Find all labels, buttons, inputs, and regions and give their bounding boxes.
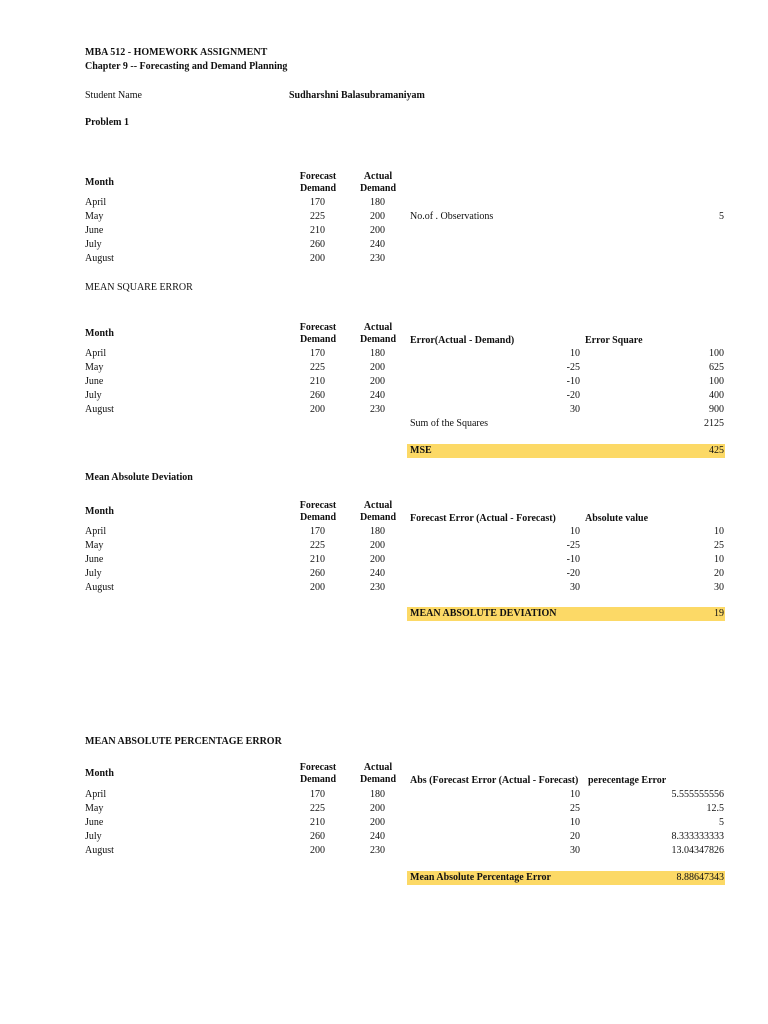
month-cell: August xyxy=(85,845,114,856)
actual-cell: 230 xyxy=(370,845,385,856)
month-cell: July xyxy=(85,831,102,842)
error-cell: 10 xyxy=(570,348,580,359)
error-square-cell: 100 xyxy=(709,348,724,359)
month-cell: July xyxy=(85,390,102,401)
actual-cell: 240 xyxy=(370,239,385,250)
month-cell: April xyxy=(85,197,107,208)
actual-cell: 230 xyxy=(370,404,385,415)
actual-cell: 200 xyxy=(370,540,385,551)
month-cell: August xyxy=(85,404,114,415)
month-header: Month xyxy=(85,177,114,188)
percentage-error-cell: 5.555555556 xyxy=(671,789,724,800)
actual-cell: 200 xyxy=(370,554,385,565)
month-cell: May xyxy=(85,803,104,814)
month-cell: July xyxy=(85,568,102,579)
mape-result-value: 8.88647343 xyxy=(676,872,724,883)
actual-cell: 180 xyxy=(370,348,385,359)
forecast-cell: 225 xyxy=(310,362,325,373)
forecast-cell: 170 xyxy=(310,348,325,359)
actual-header: Actual Demand xyxy=(359,171,397,194)
month-cell: August xyxy=(85,582,114,593)
course-title: MBA 512 - HOMEWORK ASSIGNMENT xyxy=(85,47,268,58)
actual-cell: 200 xyxy=(370,803,385,814)
student-name-label: Student Name xyxy=(85,90,142,101)
forecast-cell: 210 xyxy=(310,376,325,387)
abs-error-cell: 30 xyxy=(570,845,580,856)
actual-cell: 200 xyxy=(370,362,385,373)
forecast-header: Forecast Demand xyxy=(299,171,337,194)
actual-header: Actual Demand xyxy=(359,322,397,345)
mad-result-value: 19 xyxy=(714,608,724,619)
month-header: Month xyxy=(85,506,114,517)
forecast-cell: 225 xyxy=(310,540,325,551)
mse-result-label: MSE xyxy=(410,445,432,456)
mape-section-title: MEAN ABSOLUTE PERCENTAGE ERROR xyxy=(85,736,282,747)
abs-error-cell: 10 xyxy=(570,789,580,800)
mse-section-title: MEAN SQUARE ERROR xyxy=(85,282,193,293)
error-square-cell: 900 xyxy=(709,404,724,415)
mse-result-value: 425 xyxy=(709,445,724,456)
actual-cell: 240 xyxy=(370,831,385,842)
month-cell: April xyxy=(85,348,107,359)
month-header: Month xyxy=(85,328,114,339)
actual-cell: 240 xyxy=(370,568,385,579)
student-name-value: Sudharshni Balasubramaniyam xyxy=(289,90,425,101)
forecast-error-cell: -20 xyxy=(566,568,580,579)
absolute-value-cell: 25 xyxy=(714,540,724,551)
actual-cell: 200 xyxy=(370,817,385,828)
abs-forecast-error-header: Abs (Forecast Error (Actual - Forecast) xyxy=(410,775,579,786)
month-cell: May xyxy=(85,362,104,373)
forecast-cell: 200 xyxy=(310,845,325,856)
percentage-error-cell: 5 xyxy=(719,817,724,828)
forecast-cell: 260 xyxy=(310,831,325,842)
error-cell: 30 xyxy=(570,404,580,415)
actual-cell: 230 xyxy=(370,253,385,264)
forecast-error-header: Forecast Error (Actual - Forecast) xyxy=(410,513,556,524)
absolute-value-cell: 30 xyxy=(714,582,724,593)
month-header: Month xyxy=(85,768,114,779)
actual-header: Actual Demand xyxy=(359,762,397,785)
percentage-error-cell: 8.333333333 xyxy=(671,831,724,842)
absolute-value-cell: 10 xyxy=(714,554,724,565)
actual-cell: 230 xyxy=(370,582,385,593)
error-cell: -10 xyxy=(566,376,580,387)
forecast-cell: 210 xyxy=(310,817,325,828)
forecast-error-cell: -25 xyxy=(566,540,580,551)
forecast-header: Forecast Demand xyxy=(299,322,337,345)
forecast-cell: 170 xyxy=(310,526,325,537)
forecast-error-cell: 30 xyxy=(570,582,580,593)
forecast-error-cell: 10 xyxy=(570,526,580,537)
percentage-error-header: perecentage Error xyxy=(588,775,667,786)
actual-cell: 180 xyxy=(370,197,385,208)
forecast-cell: 200 xyxy=(310,253,325,264)
forecast-cell: 225 xyxy=(310,211,325,222)
month-cell: June xyxy=(85,225,104,236)
sum-squares-label: Sum of the Squares xyxy=(410,418,489,429)
mad-section-title: Mean Absolute Deviation xyxy=(85,472,193,483)
actual-cell: 180 xyxy=(370,526,385,537)
percentage-error-cell: 13.04347826 xyxy=(671,845,724,856)
error-square-cell: 625 xyxy=(709,362,724,373)
month-cell: April xyxy=(85,526,107,537)
percentage-error-cell: 12.5 xyxy=(706,803,724,814)
absolute-value-cell: 20 xyxy=(714,568,724,579)
error-cell: -25 xyxy=(566,362,580,373)
forecast-cell: 260 xyxy=(310,390,325,401)
observations-label: No.of . Observations xyxy=(410,211,494,222)
mad-result-label: MEAN ABSOLUTE DEVIATION xyxy=(410,608,557,619)
observations-value: 5 xyxy=(719,211,724,222)
forecast-cell: 170 xyxy=(310,197,325,208)
error-cell: -20 xyxy=(566,390,580,401)
forecast-cell: 210 xyxy=(310,225,325,236)
problem-title: Problem 1 xyxy=(85,117,129,128)
month-cell: July xyxy=(85,239,102,250)
sum-squares-value: 2125 xyxy=(704,418,724,429)
abs-error-cell: 20 xyxy=(570,831,580,842)
forecast-cell: 260 xyxy=(310,568,325,579)
actual-cell: 200 xyxy=(370,225,385,236)
absolute-value-cell: 10 xyxy=(714,526,724,537)
mape-result-label: Mean Absolute Percentage Error xyxy=(410,872,551,883)
forecast-error-cell: -10 xyxy=(566,554,580,565)
month-cell: June xyxy=(85,554,104,565)
error-square-cell: 400 xyxy=(709,390,724,401)
month-cell: June xyxy=(85,376,104,387)
actual-cell: 200 xyxy=(370,376,385,387)
forecast-cell: 170 xyxy=(310,789,325,800)
abs-error-cell: 10 xyxy=(570,817,580,828)
month-cell: August xyxy=(85,253,114,264)
month-cell: May xyxy=(85,540,104,551)
actual-cell: 200 xyxy=(370,211,385,222)
actual-header: Actual Demand xyxy=(359,500,397,523)
forecast-cell: 200 xyxy=(310,404,325,415)
forecast-header: Forecast Demand xyxy=(299,762,337,785)
error-square-header: Error Square xyxy=(585,335,643,346)
forecast-cell: 210 xyxy=(310,554,325,565)
forecast-cell: 200 xyxy=(310,582,325,593)
forecast-cell: 260 xyxy=(310,239,325,250)
error-header: Error(Actual - Demand) xyxy=(410,335,515,346)
absolute-value-header: Absolute value xyxy=(585,513,649,524)
month-cell: May xyxy=(85,211,104,222)
forecast-header: Forecast Demand xyxy=(299,500,337,523)
chapter-title: Chapter 9 -- Forecasting and Demand Planning xyxy=(85,61,288,72)
month-cell: April xyxy=(85,789,107,800)
actual-cell: 240 xyxy=(370,390,385,401)
actual-cell: 180 xyxy=(370,789,385,800)
error-square-cell: 100 xyxy=(709,376,724,387)
abs-error-cell: 25 xyxy=(570,803,580,814)
forecast-cell: 225 xyxy=(310,803,325,814)
month-cell: June xyxy=(85,817,104,828)
